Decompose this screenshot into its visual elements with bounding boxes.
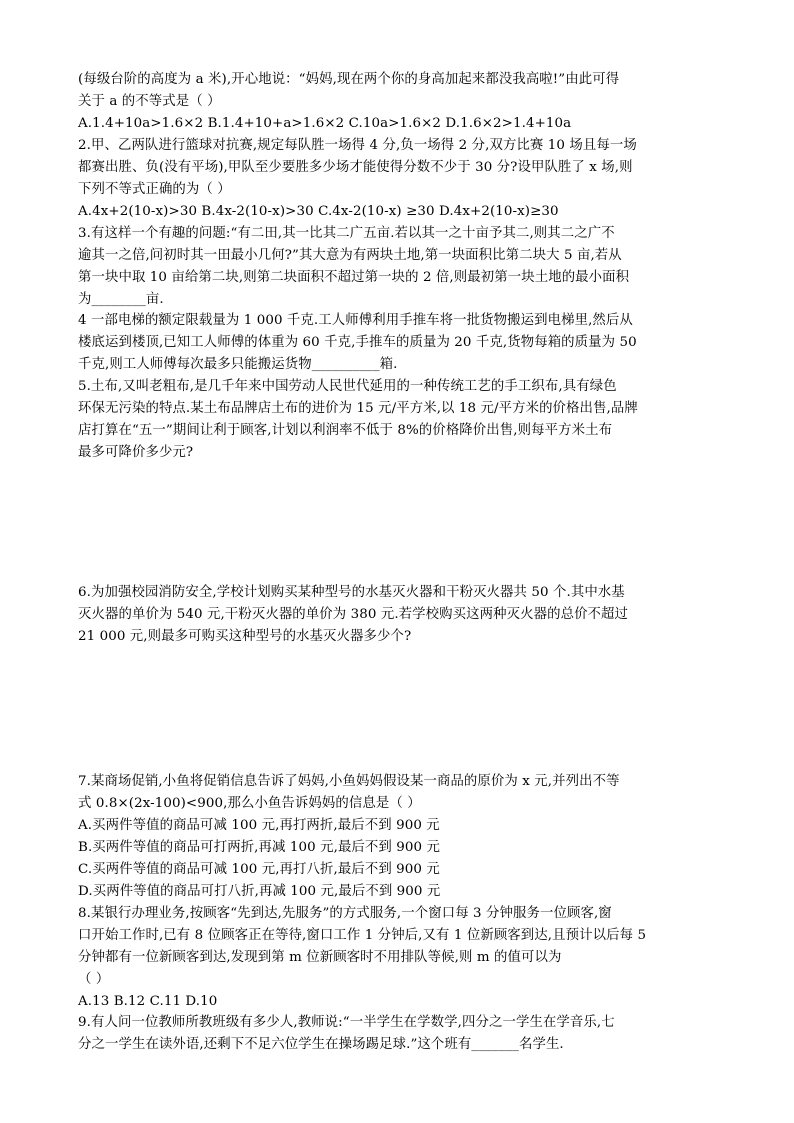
text-line: A.买两件等值的商品可减 100 元,再打两折,最后不到 900 元 — [78, 818, 440, 833]
text-line: 为________亩. — [78, 292, 164, 307]
text-line: 下列不等式正确的为（ ） — [78, 182, 231, 197]
text-line: 5.土布,又叫老粗布,是几千年来中国劳动人民世代延用的一种传统工艺的手工织布,具有绿色 — [78, 379, 617, 394]
text-line: 千克,则工人师傅每次最多只能搬运货物__________箱. — [78, 357, 398, 372]
text-line: 灭火器的单价为 540 元,干粉灭火器的单价为 380 元.若学校购买这两种灭火器的总价不超过 — [78, 607, 629, 622]
text-line: 环保无污染的特点.某土布品牌店土布的进价为 15 元/平方米,以 18 元/平方米的价格出售,品牌 — [78, 401, 638, 416]
text-line: (每级台阶的高度为 a 米),开心地说：“妈妈,现在两个你的身高加起来都没我高啦!”由此可得 — [78, 72, 620, 87]
text-line: 4 一部电梯的额定限载量为 1 000 千克.工人师傅利用手推车将一批货物搬运到电梯里,然后从 — [78, 313, 633, 328]
text-line: 2.甲、乙两队进行篮球对抗赛,规定每队胜一场得 4 分,负一场得 2 分,双方比赛 10 场且每一场 — [78, 138, 637, 153]
text-line: B.买两件等值的商品可打两折,再减 100 元,最后不到 900 元 — [78, 840, 440, 855]
text-line: （ ） — [78, 972, 110, 987]
text-line: 分之一学生在读外语,还剩下不足六位学生在操场踢足球.”这个班有_______名学生. — [78, 1037, 564, 1052]
text-line: 式 0.8×(2x-100)<900,那么小鱼告诉妈妈的信息是（ ） — [78, 796, 421, 811]
text-line: A.13 B.12 C.11 D.10 — [78, 994, 218, 1009]
text-line: D.买两件等值的商品可打八折,再减 100 元,最后不到 900 元 — [78, 884, 441, 899]
text-line: 3.有这样一个有趣的问题:“有二田,其一比其二广五亩.若以其一之十亩予其二,则其二之广不 — [78, 226, 615, 241]
text-line: 21 000 元,则最多可购买这种型号的水基灭火器多少个? — [78, 629, 412, 644]
text-line: 关于 a 的不等式是（ ） — [78, 94, 221, 109]
text-line: 口开始工作时,已有 8 位顾客正在等待,窗口工作 1 分钟后,又有 1 位新顾客到达,且预计以后每 5 — [78, 928, 647, 943]
text-line: 9.有人问一位教师所教班级有多少人,教师说:“一半学生在学数学,四分之一学生在学音乐,七 — [78, 1015, 615, 1030]
text-line: 6.为加强校园消防安全,学校计划购买某种型号的水基灭火器和干粉灭火器共 50 个.其中水基 — [78, 585, 625, 600]
text-line: C.买两件等值的商品可减 100 元,再打八折,最后不到 900 元 — [78, 862, 440, 877]
text-line: 最多可降价多少元? — [78, 445, 194, 460]
text-line: A.1.4+10a>1.6×2 B.1.4+10+a>1.6×2 C.10a>1.6×2 D.1.6×2>1.4+10a — [78, 116, 572, 131]
text-line: 逾其一之倍,问初时其一田最小几何?”其大意为有两块土地,第一块面积比第二块大 5 亩,若从 — [78, 248, 622, 263]
text-line: 8.某银行办理业务,按顾客“先到达,先服务”的方式服务,一个窗口每 3 分钟服务一位顾客,窗 — [78, 906, 612, 921]
text-line: 都赛出胜、负(没有平场),甲队至少要胜多少场才能使得分数不少于 30 分?设甲队胜了 x 场,则 — [78, 160, 633, 175]
text-line: A.4x+2(10-x)>30 B.4x-2(10-x)>30 C.4x-2(10-x) ≥30 D.4x+2(10-x)≥30 — [78, 204, 559, 219]
text-line: 楼底运到楼顶,已知工人师傅的体重为 60 千克,手推车的质量为 20 千克,货物每箱的质量为 50 — [78, 335, 637, 350]
text-line: 7.某商场促销,小鱼将促销信息告诉了妈妈,小鱼妈妈假设某一商品的原价为 x 元,并列出不等 — [78, 774, 620, 789]
text-line: 分钟都有一位新顾客到达,发现到第 m 位新顾客时不用排队等候,则 m 的值可以为 — [78, 950, 562, 965]
text-line: 店打算在“五一”期间让利于顾客,计划以利润率不低于 8%的价格降价出售,则每平方米土布 — [78, 423, 613, 438]
text-line: 第一块中取 10 亩给第二块,则第二块面积不超过第一块的 2 倍,则最初第一块土地的最小面积 — [78, 270, 630, 285]
